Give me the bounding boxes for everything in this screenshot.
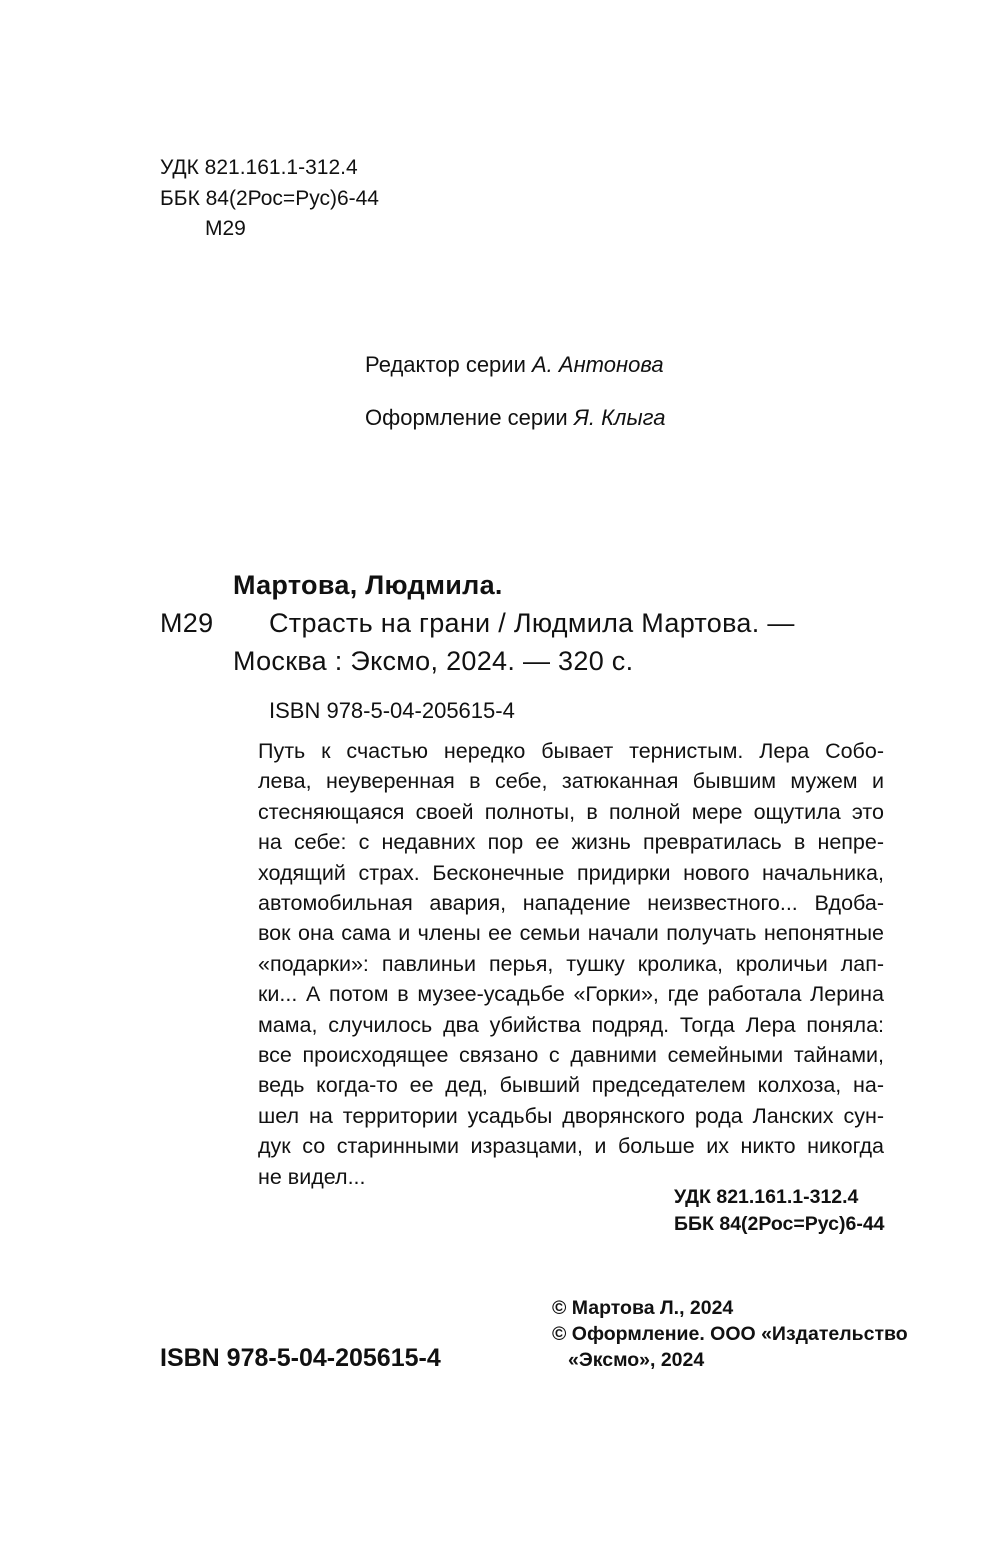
copyright-author: © Мартова Л., 2024 — [552, 1297, 734, 1319]
copyright-publisher: «Эксмо», 2024 — [568, 1349, 705, 1371]
series-editor-name: А. Антонова — [532, 352, 664, 377]
annotation-line: ходящий страх. Бесконечные придирки нового начальника, — [258, 860, 884, 885]
annotation-line: автомобильная авария, нападение неизвестного... Вдоба- — [258, 891, 884, 916]
annotation — [258, 736, 884, 1192]
annotation-line: лева, неуверенная в себе, затюканная бывшим мужем и — [258, 769, 884, 794]
annotation-line: все происходящее связано с давними семейными тайнами, — [258, 1043, 884, 1068]
series-design-name: Я. Клыга — [573, 405, 666, 430]
bbk-code-bottom: ББК 84(2Рос=Рус)6-44 — [674, 1213, 885, 1235]
copyright-design: © Оформление. ООО «Издательство — [552, 1323, 908, 1345]
bib-sign: М29 — [160, 608, 214, 638]
bib-publisher-line: Москва : Эксмо, 2024. — 320 с. — [233, 646, 634, 676]
annotation-line: на себе: с недавних пор ее жизнь превратилась в непре- — [258, 830, 884, 855]
annotation-line: не видел... — [258, 1164, 366, 1189]
annotation-line: ки... А потом в музее-усадьбе «Горки», где работала Лерина — [258, 982, 884, 1007]
annotation-line: вок она сама и члены ее семьи начали получать непонятные — [258, 921, 884, 946]
annotation-line: дук со старинными изразцами, и больше их никто никогда — [258, 1134, 884, 1159]
bib-title-line: Страсть на грани / Людмила Мартова. — — [269, 608, 795, 638]
udk-code-bottom: УДК 821.161.1-312.4 — [674, 1186, 859, 1208]
annotation-line: «подарки»: павлиньи перья, тушку кролика, кроличьи лап- — [258, 951, 884, 976]
series-editor-line — [365, 350, 664, 380]
author-sign-top: М29 — [205, 217, 246, 240]
footer-isbn: ISBN 978-5-04-205615-4 — [160, 1344, 441, 1372]
bib-author: Мартова, Людмила. — [233, 570, 503, 600]
annotation-line: шел на территории усадьбы дворянского рода Ланских сун- — [258, 1103, 884, 1128]
bib-isbn: ISBN 978-5-04-205615-4 — [269, 698, 515, 723]
annotation-line: Путь к счастью нередко бывает тернистым. Лера Собо- — [258, 739, 884, 763]
udk-code-top: УДК 821.161.1-312.4 — [160, 156, 358, 179]
bbk-code-top: ББК 84(2Рос=Рус)6-44 — [160, 187, 379, 210]
series-editor-label: Редактор серии — [365, 352, 526, 377]
annotation-line: стесняющаяся своей полноты, в полной мере ощутила это — [258, 799, 884, 824]
annotation-line: ведь когда-то ее дед, бывший председателем колхоза, на- — [258, 1073, 884, 1098]
series-design-line — [365, 403, 665, 433]
series-design-label: Оформление серии — [365, 405, 568, 430]
annotation-line: мама, случилось два убийства подряд. Тогда Лера поняла: — [258, 1012, 884, 1037]
